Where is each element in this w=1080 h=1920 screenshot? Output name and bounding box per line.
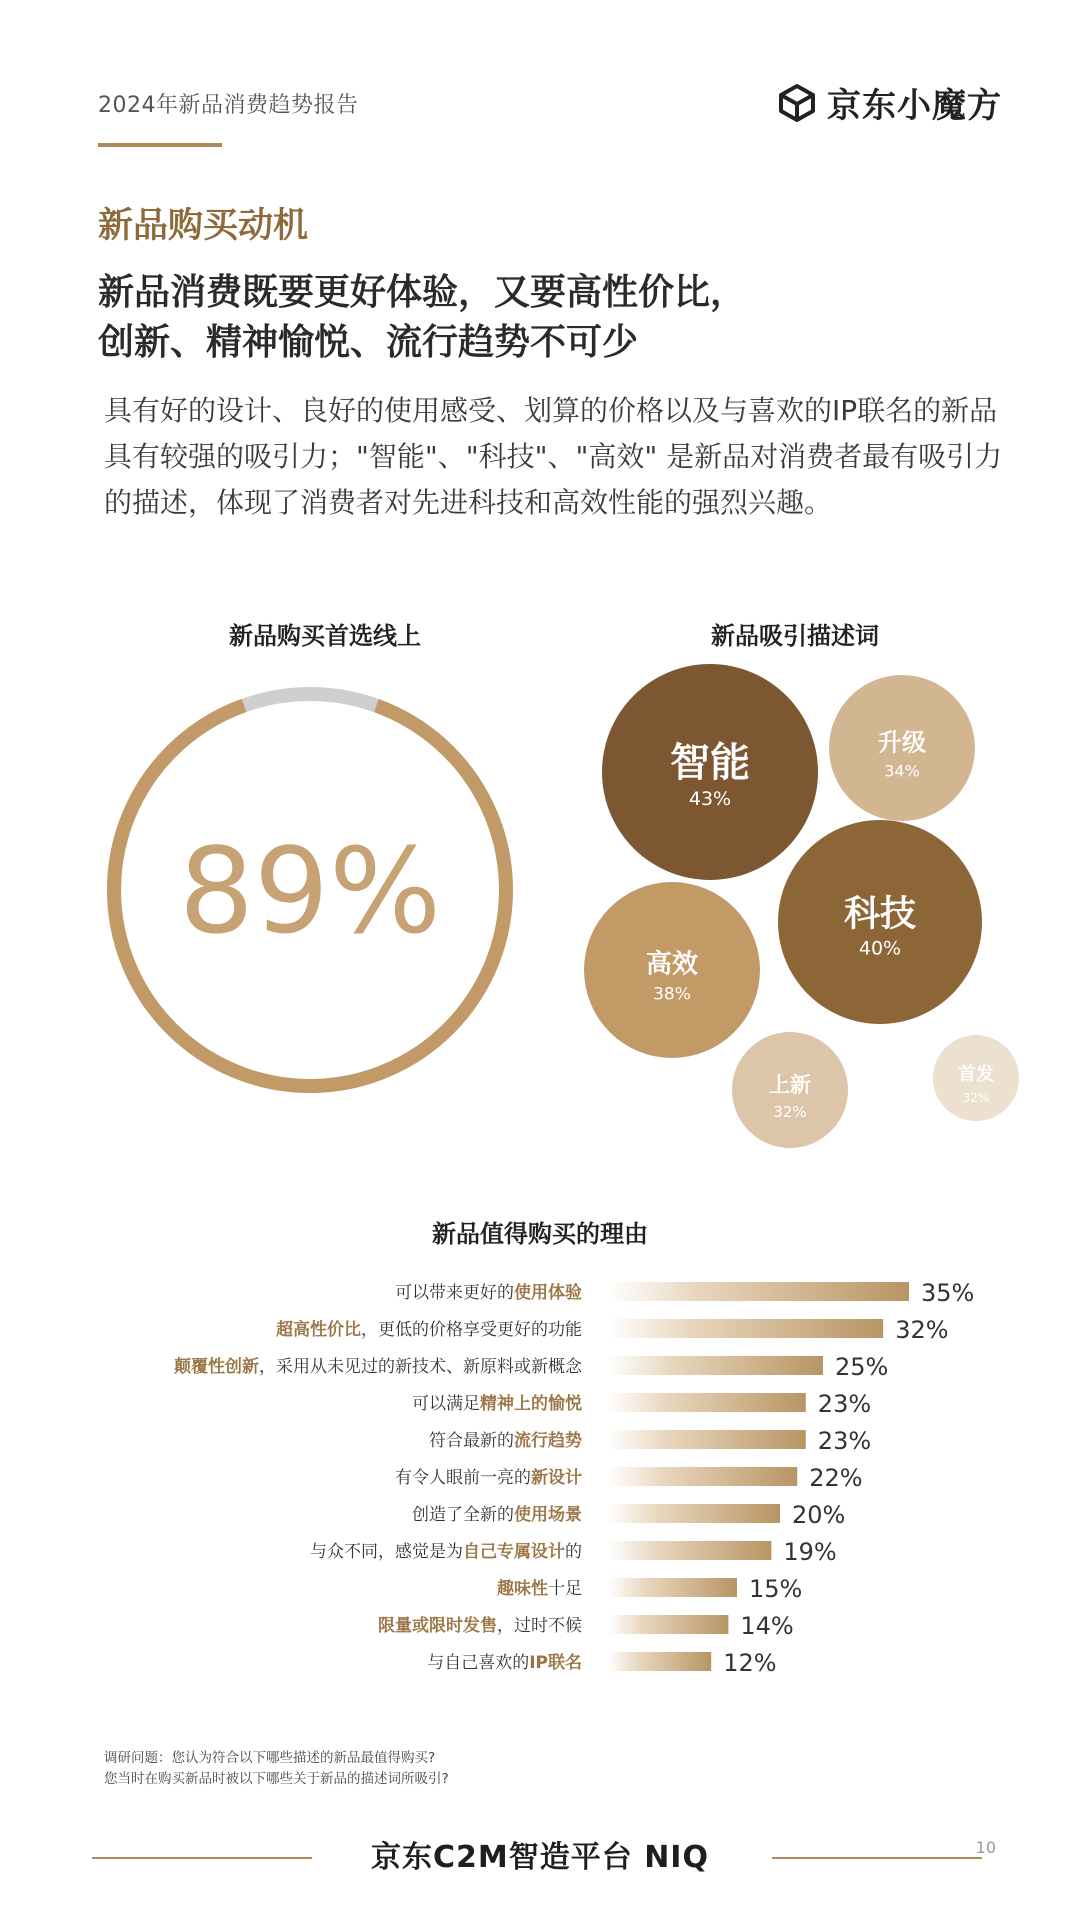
- bar-category-label: 趣味性十足: [497, 1579, 582, 1599]
- bar: [608, 1282, 909, 1301]
- bar-chart-title: 新品值得购买的理由: [432, 1220, 648, 1248]
- bar: [608, 1578, 737, 1597]
- bar-category-label: 符合最新的流行趋势: [429, 1431, 582, 1451]
- bar: [608, 1541, 771, 1560]
- bubble-value: 38%: [653, 984, 691, 1005]
- bar-row: [310, 1538, 837, 1566]
- bubble-value: 32%: [962, 1090, 990, 1105]
- bar: [608, 1504, 780, 1523]
- bar: [608, 1356, 823, 1375]
- bubble-value: 40%: [858, 937, 902, 960]
- bar-row: [412, 1501, 845, 1529]
- bar-category-label: 超高性价比，更低的价格享受更好的功能: [276, 1320, 582, 1340]
- header-divider: [98, 143, 222, 147]
- bar-value-label: 23%: [817, 1427, 872, 1455]
- bar-row: [378, 1612, 794, 1640]
- report-title: 2024年新品消费趋势报告: [98, 93, 359, 118]
- bar-value-label: 32%: [895, 1316, 949, 1344]
- headline-line-1: 新品消费既要更好体验，又要高性价比，: [98, 272, 747, 313]
- bar-category-label: 可以满足精神上的愉悦: [412, 1394, 582, 1414]
- bar-row: [497, 1575, 802, 1603]
- bar: [608, 1430, 806, 1449]
- donut-center-value: 89%: [178, 822, 442, 960]
- description-words-bubble-chart: [560, 660, 1040, 1180]
- bubble-3: [778, 820, 982, 1024]
- bubble-label: 升级: [878, 728, 926, 757]
- bar-value-label: 22%: [809, 1464, 863, 1492]
- bar: [608, 1615, 728, 1634]
- bubble-chart-title: 新品吸引描述词: [711, 622, 879, 650]
- bar-value-label: 12%: [723, 1649, 777, 1677]
- bar-row: [174, 1353, 888, 1381]
- cube-logo-icon: [777, 83, 817, 123]
- bar-value-label: 20%: [792, 1501, 846, 1529]
- page-number: 10: [975, 1838, 996, 1857]
- bar-category-label: 可以带来更好的使用体验: [395, 1283, 582, 1303]
- bar-row: [276, 1316, 949, 1344]
- bar-category-label: 与众不同，感觉是为自己专属设计的: [310, 1542, 582, 1562]
- purchase-reasons-bar-chart: [0, 1270, 1080, 1690]
- bubble-value: 32%: [773, 1103, 807, 1122]
- bubble-label: 首发: [958, 1063, 994, 1085]
- bar-category-label: 颠覆性创新，采用从未见过的新技术、新原料或新概念: [174, 1357, 582, 1377]
- bar-value-label: 23%: [817, 1390, 872, 1418]
- bar: [608, 1393, 806, 1412]
- bar-row: [395, 1464, 863, 1492]
- donut-chart-title: 新品购买首选线上: [229, 622, 421, 650]
- bar-category-label: 限量或限时发售，过时不候: [378, 1616, 582, 1636]
- bubble-5: [732, 1032, 848, 1148]
- bar-category-label: 有令人眼前一亮的新设计: [395, 1468, 582, 1488]
- bar-value-label: 25%: [835, 1353, 889, 1381]
- bubble-4: [584, 882, 760, 1058]
- bar-category-label: 创造了全新的使用场景: [412, 1505, 582, 1525]
- bar-value-label: 14%: [740, 1612, 794, 1640]
- body-paragraph: 具有好的设计、良好的使用感受、划算的价格以及与喜欢的IP联名的新品具有较强的吸引力；"智能"、"科技"、"高效" 是新品对消费者最有吸引力的描述，体现了消费者对先进科技和高效性能的强烈兴趣。: [104, 394, 1003, 519]
- bubble-label: 上新: [769, 1073, 811, 1098]
- bar: [608, 1467, 797, 1486]
- bubble-label: 智能: [670, 740, 750, 786]
- bar-value-label: 35%: [921, 1279, 975, 1307]
- bar-row: [412, 1390, 871, 1418]
- bubble-label: 科技: [843, 893, 917, 935]
- bubble-value: 34%: [884, 761, 920, 781]
- bar-row: [395, 1279, 974, 1307]
- survey-question-2: 您当时在购买新品时被以下哪些关于新品的描述词所吸引?: [104, 1771, 449, 1787]
- bar-row: [427, 1649, 776, 1677]
- footer-brand: 京东C2M智造平台 NIQ: [371, 1840, 709, 1875]
- survey-question-1: 调研问题：您认为符合以下哪些描述的新品最值得购买?: [104, 1750, 436, 1766]
- headline-line-2: 创新、精神愉悦、流行趋势不可少: [98, 322, 639, 363]
- brand-name: 京东小魔方: [827, 86, 1002, 126]
- bubble-label: 高效: [645, 949, 699, 980]
- bar: [608, 1319, 883, 1338]
- bar-value-label: 15%: [749, 1575, 803, 1603]
- bar-value-label: 19%: [783, 1538, 837, 1566]
- online-first-donut-chart: [100, 680, 520, 1100]
- bubble-1: [602, 664, 818, 880]
- brand-logo: [777, 78, 1002, 127]
- bubble-value: 43%: [688, 788, 732, 810]
- bubble-2: [829, 675, 975, 821]
- bar-category-label: 与自己喜欢的IP联名: [427, 1653, 582, 1673]
- section-title: 新品购买动机: [98, 206, 309, 246]
- bar-row: [429, 1427, 871, 1455]
- bubble-6: [933, 1035, 1019, 1121]
- bar: [608, 1652, 711, 1671]
- headline: [98, 268, 998, 368]
